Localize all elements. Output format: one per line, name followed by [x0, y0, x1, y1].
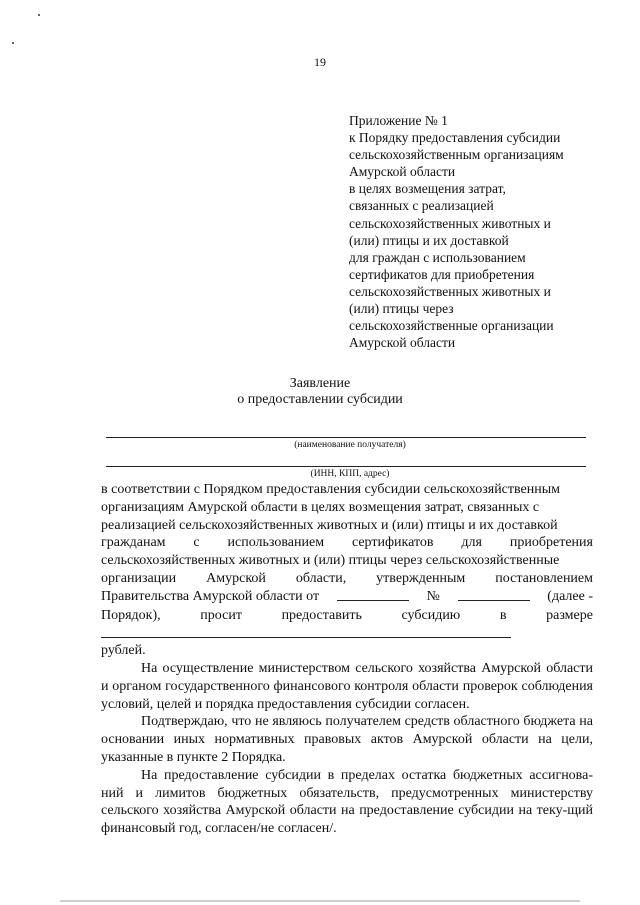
appendix-line: сельскохозяйственные организации — [349, 318, 554, 334]
paragraph-confirmation: Подтверждаю, что не являюсь получателем средств областного бюджета на основании иных нормативных правовых актов Амурской области на цели, указанные в пункте 2 Порядка. — [101, 714, 593, 765]
word: гражданам — [101, 535, 166, 551]
rubles-label: рублей. — [101, 643, 146, 659]
body-line-1: в соответствии с Порядком предоставления субсидии сельскохозяйственным — [101, 482, 561, 497]
word: в — [499, 607, 507, 623]
body-line-4 — [101, 534, 593, 552]
word: Амурской — [206, 570, 266, 586]
appendix-line: (или) птицы и их доставкой — [349, 232, 509, 248]
word: с — [193, 535, 200, 551]
body-line-3: реализацией сельскохозяйственных животных и (или) птицы и их доставкой — [101, 517, 558, 533]
paragraph-budget-consent: На предоставление субсидии в пределах остатка бюджетных ассигнова-ний и лимитов бюджетных обязательств, предусмотренных министерству сельского хозяйства Амурской области на предоставление субсидии на теку-щий финансовый год, согласен/не согласен/. — [101, 767, 593, 837]
appendix-line: сельскохозяйственным организациям — [349, 147, 564, 163]
amount-field-line[interactable] — [101, 624, 593, 642]
recipient-name-caption: (наименование получателя) — [294, 440, 406, 450]
word: сертификатов — [351, 535, 434, 551]
appendix-block — [349, 112, 619, 351]
amount-underline — [101, 637, 511, 638]
appendix-line: Амурской области — [349, 164, 456, 180]
appendix-line: сертификатов для приобретения — [349, 266, 535, 282]
scan-speck-2 — [12, 42, 14, 44]
inn-address-line — [106, 466, 586, 467]
scan-speck-1 — [38, 14, 40, 16]
page-number: 19 — [314, 55, 326, 69]
word: использованием — [227, 535, 325, 551]
word: просит — [200, 607, 242, 623]
appendix-line: для граждан с использованием — [349, 249, 526, 265]
body-line-2: организациям Амурской области в целях возмещения затрат, связанных с — [101, 499, 540, 515]
word: организации — [101, 570, 177, 586]
document-title: Заявление — [289, 376, 351, 391]
appendix-line: в целях возмещения затрат, — [349, 181, 506, 197]
word: субсидию — [401, 607, 461, 623]
word: предоставить — [281, 607, 362, 623]
document-subtitle: о предоставлении субсидии — [237, 392, 403, 407]
body-line-7-end: (далее - — [547, 588, 593, 604]
word: для — [461, 535, 482, 551]
decree-number-field[interactable] — [458, 588, 530, 607]
appendix-line: Приложение № 1 — [349, 113, 448, 128]
decree-date-field[interactable] — [337, 588, 409, 607]
body-line-8 — [101, 607, 593, 625]
word: утвержденным — [376, 570, 466, 586]
recipient-name-line — [106, 437, 586, 438]
inn-address-caption: (ИНН, КПП, адрес) — [310, 469, 390, 479]
application-body — [101, 481, 593, 838]
paragraph-verification-consent: На осуществление министерством сельского хозяйства Амурской области и органом государственного финансового контроля области проверок соблюдения условий, целей и порядка предоставления субсидии согласен. — [101, 660, 593, 712]
word: приобретения — [509, 535, 593, 551]
appendix-line: связанных с реализацией — [349, 198, 494, 214]
appendix-line: сельскохозяйственных животных и — [349, 215, 551, 231]
word: размере — [546, 607, 593, 623]
body-line-5: сельскохозяйственных животных и (или) птицы через сельскохозяйственные — [101, 553, 560, 569]
number-sign: № — [426, 588, 440, 604]
word: области, — [295, 570, 347, 586]
appendix-line: (или) птицы через — [349, 301, 454, 317]
word: Порядок), — [101, 607, 161, 623]
appendix-line: сельскохозяйственных животных и — [349, 283, 551, 299]
word: постановлением — [495, 570, 593, 586]
appendix-line: к Порядку предоставления субсидии — [349, 130, 561, 146]
body-line-7-start: Правительства Амурской области от — [101, 588, 320, 604]
scan-bottom-edge — [60, 900, 580, 902]
body-line-6 — [101, 570, 593, 588]
appendix-line: Амурской области — [349, 335, 456, 351]
body-line-7 — [101, 588, 593, 607]
